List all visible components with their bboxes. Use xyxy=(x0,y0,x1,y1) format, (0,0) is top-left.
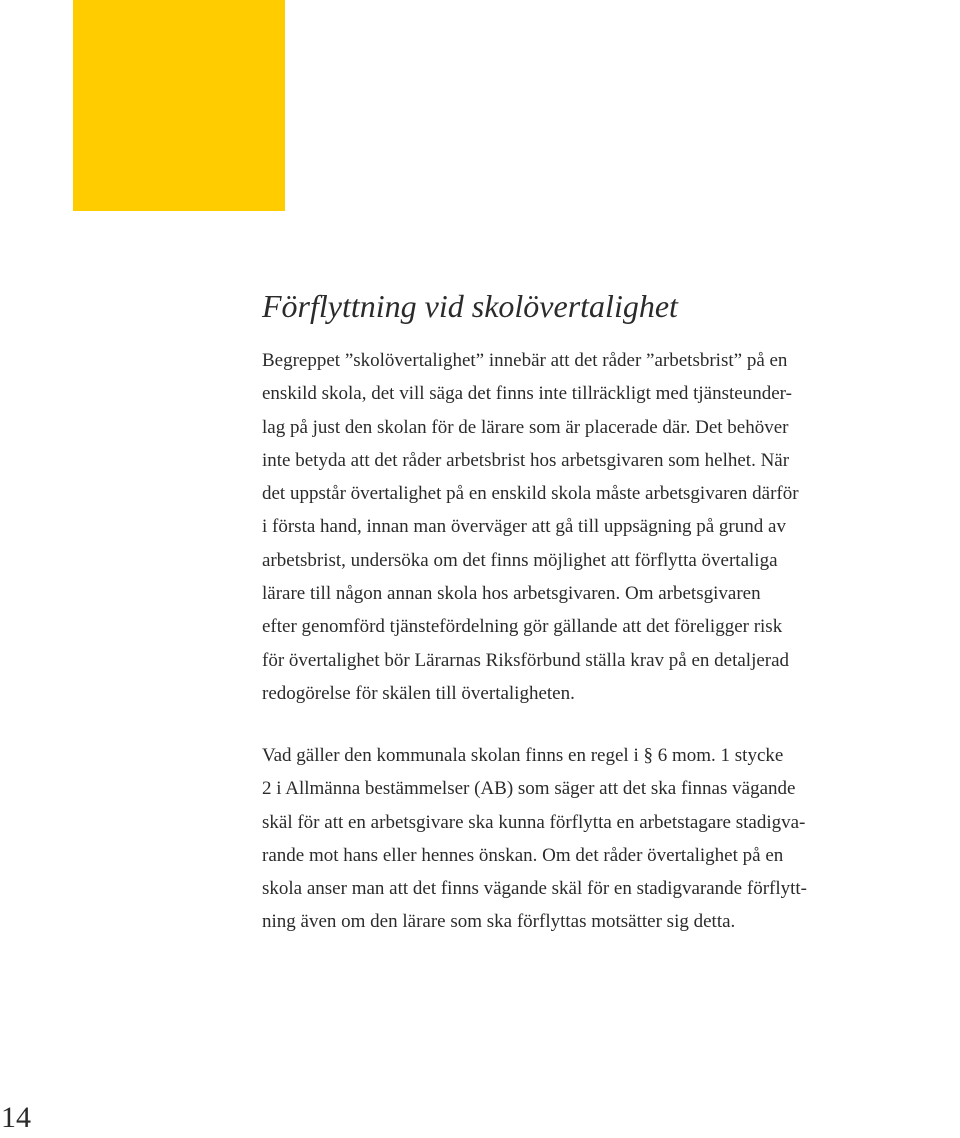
paragraph-line: Begreppet ”skolövertalighet” innebär att det råder ”arbetsbrist” på en xyxy=(262,350,788,371)
paragraph-line: lag på just den skolan för de lärare som är placerade där. Det behöver xyxy=(262,416,789,438)
paragraph-line: lärare till någon annan skola hos arbetsgivaren. Om arbetsgivaren xyxy=(262,583,761,605)
paragraph-line: ning även om den lärare som ska förflyttas motsätter sig detta. xyxy=(262,911,736,933)
paragraph-line: efter genomförd tjänstefördelning gör gällande att det föreligger risk xyxy=(262,616,783,638)
paragraph-line: Vad gäller den kommunala skolan finns en regel i § 6 mom. 1 stycke xyxy=(262,745,784,766)
paragraph-2 xyxy=(262,739,960,939)
paragraph-line: för övertalighet bör Lärarnas Riksförbund ställa krav på en detaljerad xyxy=(262,649,790,671)
paragraph-line: redogörelse för skälen till övertaligheten. xyxy=(262,682,575,704)
section-heading: Förflyttning vid skolövertalighet xyxy=(262,288,678,324)
paragraph-line: 2 i Allmänna bestämmelser (AB) som säger att det ska finnas vägande xyxy=(262,778,796,800)
yellow-accent-block xyxy=(73,0,285,211)
paragraph-1 xyxy=(262,344,960,710)
page-number: 14 xyxy=(1,1101,31,1134)
paragraph-line: det uppstår övertalighet på en enskild skola måste arbetsgivaren därför xyxy=(262,483,799,505)
paragraph-line: i första hand, innan man överväger att gå till uppsägning på grund av xyxy=(262,516,786,538)
paragraph-line: inte betyda att det råder arbetsbrist hos arbetsgivaren som helhet. När xyxy=(262,449,790,471)
paragraph-line: skola anser man att det finns vägande skäl för en stadigvarande förflytt- xyxy=(262,878,808,900)
paragraph-line: rande mot hans eller hennes önskan. Om det råder övertalighet på en xyxy=(262,844,784,866)
paragraph-line: arbetsbrist, undersöka om det finns möjlighet att förflytta övertaliga xyxy=(262,549,778,571)
paragraph-line: skäl för att en arbetsgivare ska kunna förflytta en arbetstagare stadigva- xyxy=(262,811,806,833)
paragraph-line: enskild skola, det vill säga det finns inte tillräckligt med tjänsteunder- xyxy=(262,383,792,405)
